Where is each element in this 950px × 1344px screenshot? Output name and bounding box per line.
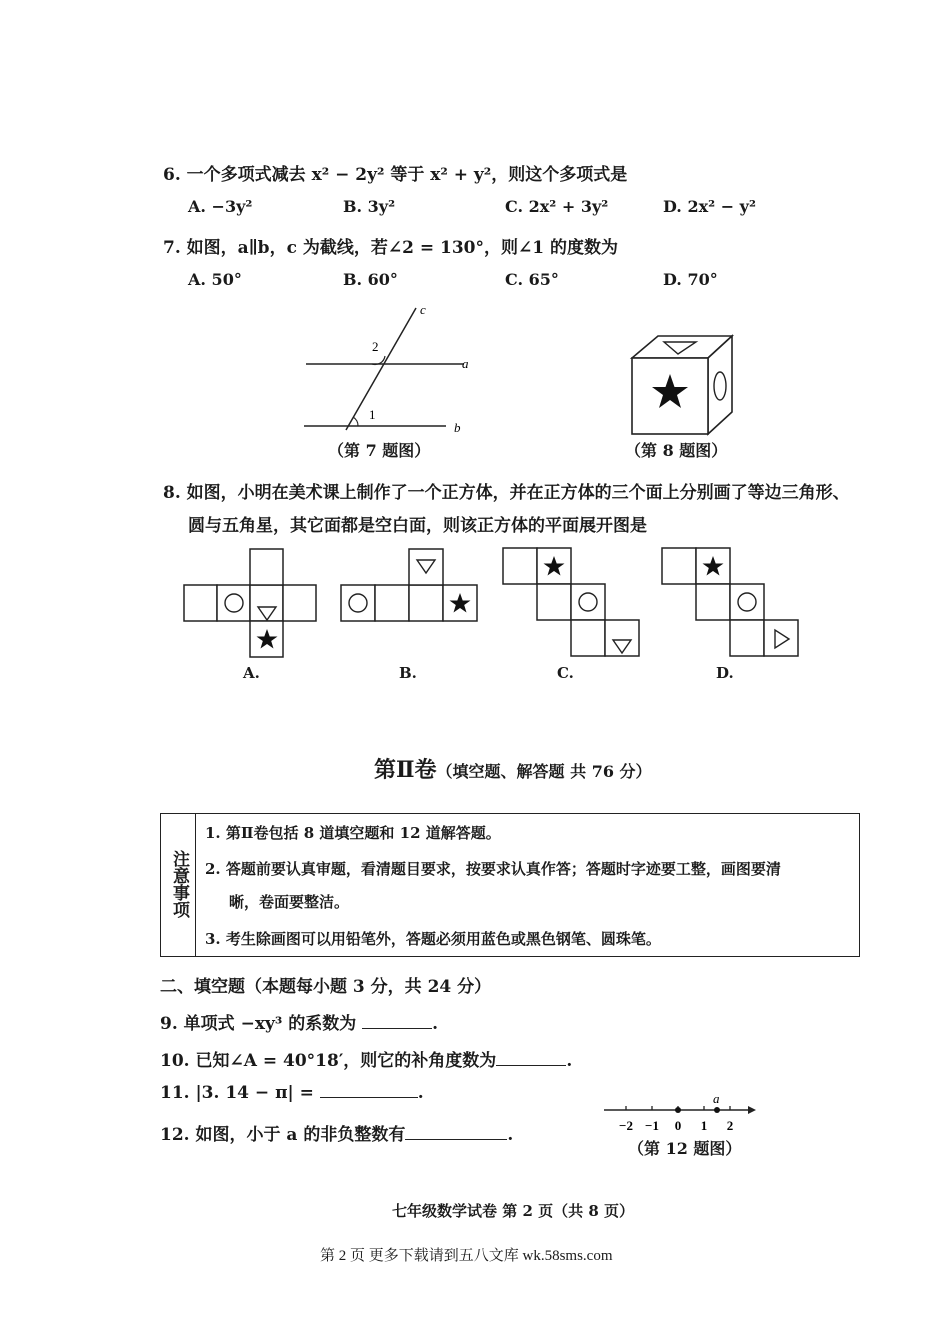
q12-number-line (598, 1090, 758, 1136)
q10-end: . (566, 1051, 573, 1071)
q6-option-a: A. −3y² (188, 197, 253, 216)
notice-item-2: 2. 答题前要认真审题，看清题目要求，按要求认真作答；答题时字迹要工整，画图要清 (205, 860, 781, 878)
q12 (160, 1120, 513, 1145)
q7-stem: 7. 如图，a∥b，c 为截线，若∠2 = 130°，则∠1 的度数为 (163, 238, 618, 258)
q11-end: . (417, 1083, 424, 1103)
q8-stem-line2: 圆与五角星，其它面都是空白面，则该正方体的平面展开图是 (188, 516, 647, 536)
q10-text: 10. 已知∠A = 40°18′，则它的补角度数为 (160, 1051, 497, 1071)
q9 (160, 1009, 438, 1034)
notice-item-2-cont: 晰，卷面要整洁。 (229, 893, 350, 911)
q6-option-d: D. 2x² − y² (663, 197, 756, 216)
q7-option-a: A. 50° (188, 270, 242, 289)
angle-2-arc (372, 356, 385, 364)
q9-end: . (432, 1014, 439, 1034)
q6-option-c: C. 2x² + 3y² (505, 197, 609, 216)
net-d (661, 547, 801, 663)
number-line-tick-label: 2 (726, 1118, 734, 1133)
part2-subtitle: （填空题、解答题 共 76 分） (436, 762, 652, 781)
line-c (346, 308, 416, 430)
part2-title-main: 第Ⅱ卷 (374, 757, 437, 783)
number-line-tick-label: 0 (674, 1118, 682, 1133)
page-footer: 七年级数学试卷 第 2 页（共 8 页） (392, 1202, 634, 1220)
label-1: 1 (369, 407, 376, 422)
q10-answer-blank[interactable] (496, 1065, 566, 1066)
notice-item-3: 3. 考生除画图可以用铅笔外，答题必须用蓝色或黑色钢笔、圆珠笔。 (205, 930, 661, 948)
q8-stem-line1: 8. 如图，小明在美术课上制作了一个正方体，并在正方体的三个面上分别画了等边三角形、 (163, 483, 850, 503)
q6-option-b: B. 3y² (343, 197, 396, 216)
q7-option-b: B. 60° (343, 270, 398, 289)
notice-heading: 注意事项 (169, 850, 189, 918)
q7-figure (296, 300, 476, 440)
number-line-point-a (714, 1107, 720, 1113)
q11-text: 11. |3. 14 − π| = (160, 1083, 314, 1103)
label-2: 2 (372, 339, 379, 354)
label-a: a (462, 356, 469, 371)
q11-answer-blank[interactable] (320, 1097, 418, 1098)
q9-text: 9. 单项式 −xy³ 的系数为 (160, 1014, 357, 1034)
notice-heading-cell (161, 814, 196, 956)
net-c (502, 547, 642, 663)
angle-1-arc (353, 417, 358, 426)
q10 (160, 1046, 572, 1071)
q7-figure-caption: （第 7 题图） (328, 441, 431, 460)
notice-item-1: 1. 第Ⅱ卷包括 8 道填空题和 12 道解答题。 (205, 824, 501, 842)
number-line-arrow (748, 1106, 756, 1114)
q9-answer-blank[interactable] (362, 1028, 432, 1029)
number-line-origin-dot (675, 1107, 681, 1113)
q8-cube-figure (620, 326, 740, 438)
q6-stem: 6. 一个多项式减去 x² − 2y² 等于 x² + y²，则这个多项式是 (163, 165, 628, 185)
q12-text: 12. 如图，小于 a 的非负整数有 (160, 1125, 406, 1145)
q7-option-c: C. 65° (505, 270, 559, 289)
net-a (183, 548, 318, 663)
number-line-tick-label: −1 (645, 1118, 659, 1133)
label-b: b (454, 420, 461, 435)
number-line-tick-label: −2 (619, 1118, 633, 1133)
number-line-label-a: a (713, 1091, 720, 1106)
net-b-label: B. (399, 664, 417, 682)
q12-end: . (507, 1125, 514, 1145)
source-line: 第 2 页 更多下载请到五八文库 wk.58sms.com (320, 1248, 613, 1264)
part2-title (374, 753, 652, 784)
net-b (340, 548, 480, 628)
label-c: c (420, 302, 426, 317)
q12-answer-blank[interactable] (405, 1139, 507, 1140)
net-a-label: A. (243, 664, 260, 682)
notice-box (160, 813, 860, 957)
section2-title: 二、填空题（本题每小题 3 分，共 24 分） (160, 977, 492, 997)
q11 (160, 1083, 424, 1103)
q8-figure-caption: （第 8 题图） (625, 441, 728, 460)
net-c-label: C. (557, 664, 574, 682)
q12-figure-caption: （第 12 题图） (628, 1139, 742, 1158)
q7-option-d: D. 70° (663, 270, 718, 289)
net-d-label: D. (716, 664, 734, 682)
number-line-tick-label: 1 (700, 1118, 708, 1133)
